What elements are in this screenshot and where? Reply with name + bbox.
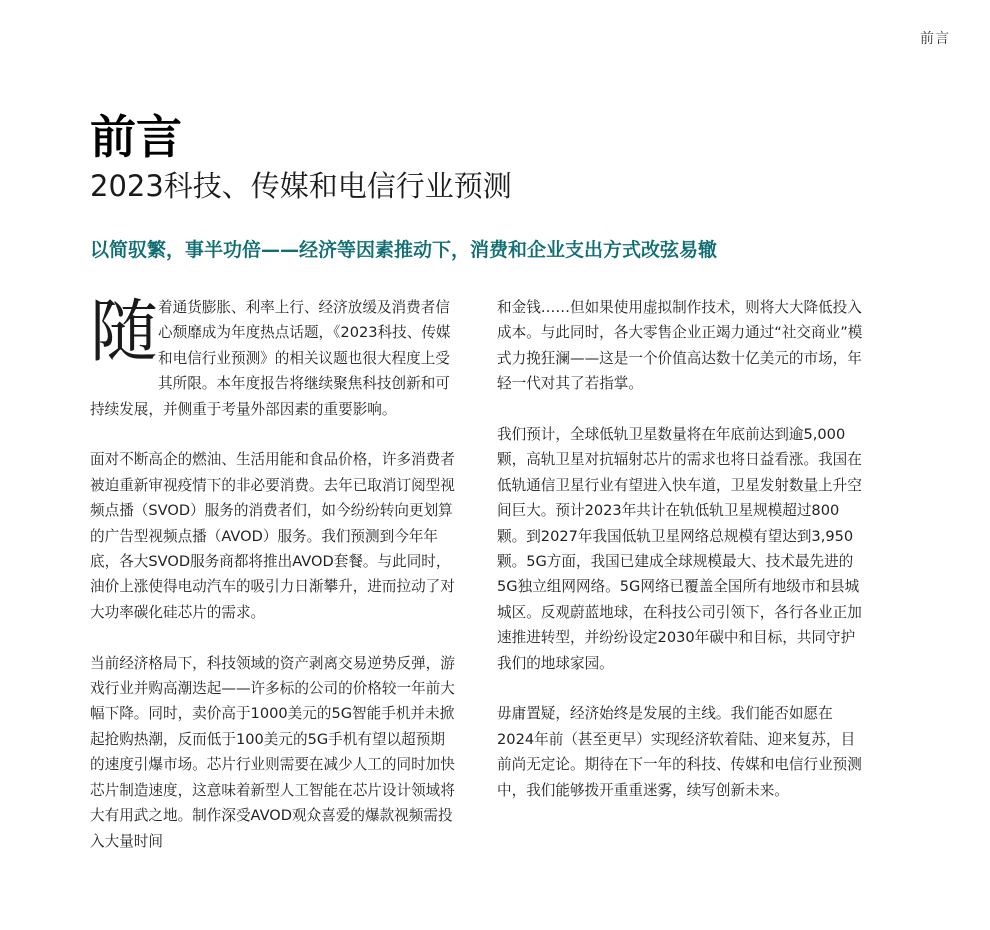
running-header: 前言 <box>920 31 950 47</box>
paragraph-virtual-production: 和金钱……但如果使用虚拟制作技术，则将大大降低投入成本。与此同时，各大零售企业正竭力通过“社交商业”模式力挽狂澜——这是一个价值高达数十亿美元的市场，年轻一代对其了若指掌。 <box>497 299 863 393</box>
paragraph-intro-text: 着通货膨胀、利率上行、经济放缓及消费者信心颓靡成为年度热点话题，《2023科技、传媒和电信行业预测》的相关议题也很大程度上受其所限。本年度报告将继续聚焦科技创新和可持续发展，并侧重于考量外部因素的重要影响。 <box>90 299 451 418</box>
paragraph-intro <box>90 295 458 422</box>
drop-cap: 随 <box>90 293 159 372</box>
tagline: 以简驭繁，事半功倍——经济等因素推动下，消费和企业支出方式改弦易辙 <box>90 239 718 261</box>
paragraph-consumer-spending: 面对不断高企的燃油、生活用能和食品价格，许多消费者被迫重新审视疫情下的非必要消费。去年已取消订阅型视频点播（SVOD）服务的消费者们，如今纷纷转向更划算的广告型视频点播（AVOD）服务。我们预测到今年年底，各大SVOD服务商都将推出AVOD套餐。与此同时，油价上涨使得电动汽车的吸引力日渐攀升，进而拉动了对大功率碳化硅芯片的需求。 <box>90 451 455 621</box>
paragraph-outlook: 毋庸置疑，经济始终是发展的主线。我们能否如愿在2024年前（甚至更早）实现经济软着陆、迎来复苏，目前尚无定论。期待在下一年的科技、传媒和电信行业预测中，我们能够拨开重重迷雾，续写创新未来。 <box>497 705 862 799</box>
right-column <box>497 295 865 828</box>
page-title: 前言 <box>90 110 182 164</box>
paragraph-tech-landscape: 当前经济格局下，科技领域的资产剥离交易逆势反弹，游戏行业并购高潮迭起——许多标的公司的价格较一年前大幅下降。同时，卖价高于1000美元的5G智能手机并未掀起抢购热潮，反而低于100美元的5G手机有望以超预期的速度引爆市场。芯片行业则需要在减少人工的同时加快芯片制造速度，这意味着新型人工智能在芯片设计领域将大有用武之地。制作深受AVOD观众喜爱的爆款视频需投入大量时间 <box>90 654 455 850</box>
left-column <box>90 295 458 879</box>
paragraph-satellites-5g: 我们预计，全球低轨卫星数量将在年底前达到逾5,000颗，高轨卫星对抗辐射芯片的需求也将日益看涨。我国在低轨通信卫星行业有望进入快车道，卫星发射数量上升空间巨大。预计2023年共计在轨低轨卫星规模超过800颗。到2027年我国低轨卫星网络总规模有望达到3,950颗。5G方面，我国已建成全球规模最大、技术最先进的5G独立组网网络。5G网络已覆盖全国所有地级市和县城城区。反观蔚蓝地球，在科技公司引领下，各行各业正加速推进转型，并纷纷设定2030年碳中和目标，共同守护我们的地球家园。 <box>497 426 862 672</box>
page-subtitle: 2023科技、传媒和电信行业预测 <box>90 169 512 203</box>
